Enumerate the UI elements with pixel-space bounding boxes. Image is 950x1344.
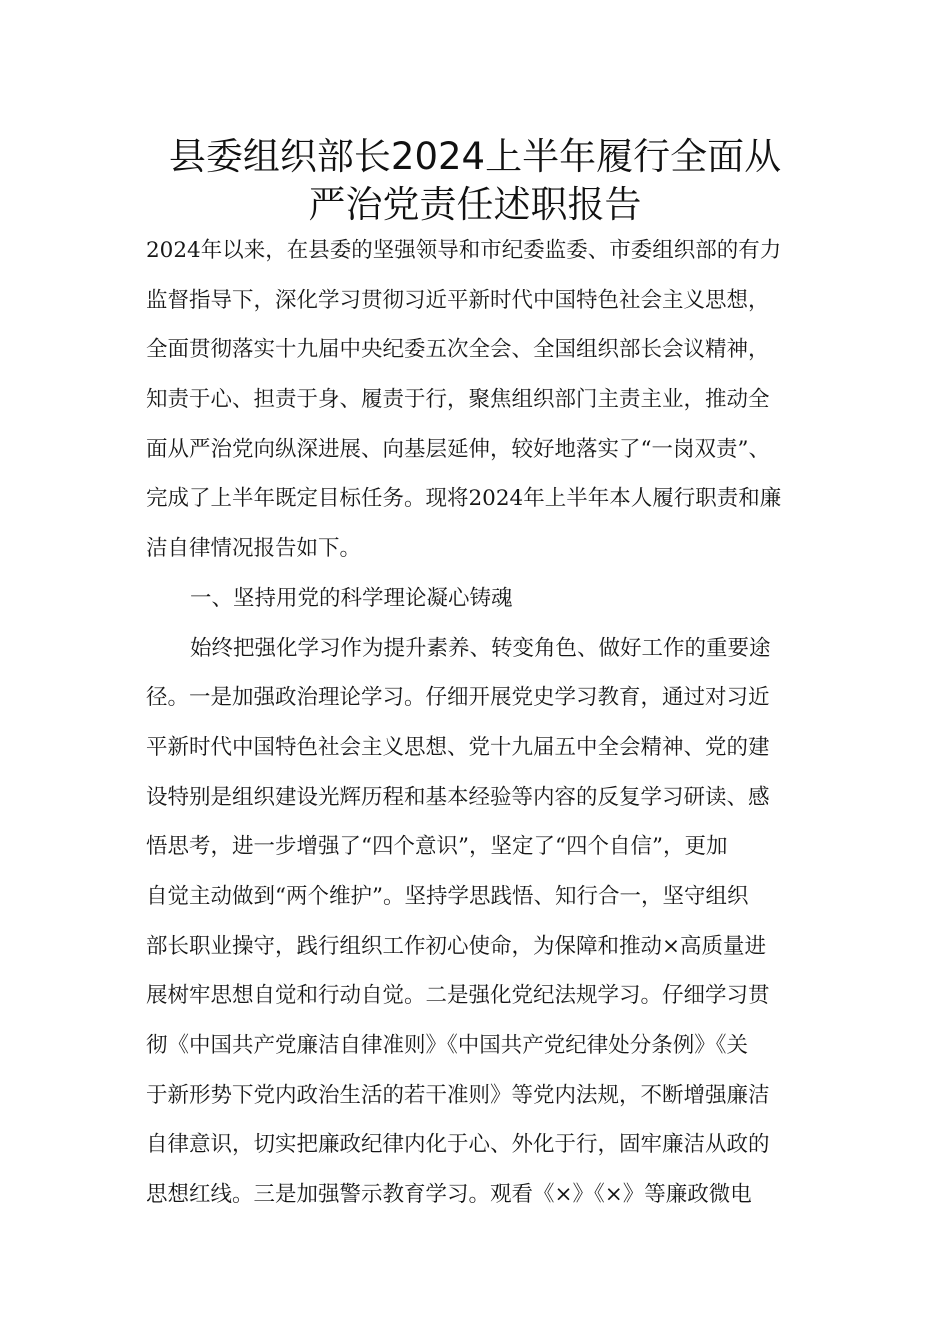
paragraph-line: 思想红线。三是加强警示教育学习。观看《×》《×》等廉政微电 [146,1182,752,1207]
paragraph-line: 彻《中国共产党廉洁自律准则》《中国共产党纪律处分条例》《关 [146,1033,749,1058]
paragraph-line: 平新时代中国特色社会主义思想、党十九届五中全会精神、党的建 [146,735,770,760]
paragraph-line: 展树牢思想自觉和行动自觉。二是强化党纪法规学习。仔细学习贯 [146,983,770,1008]
paragraph-line: 径。一是加强政治理论学习。仔细开展党史学习教育，通过对习近 [146,685,770,710]
paragraph-line: 2024年以来，在县委的坚强领导和市纪委监委、市委组织部的有力 [146,238,782,263]
paragraph-line: 监督指导下，深化学习贯彻习近平新时代中国特色社会主义思想， [146,288,770,313]
document-title-line-2: 严治党责任述职报告 [308,183,642,226]
paragraph-line: 全面贯彻落实十九届中央纪委五次全会、全国组织部长会议精神， [146,337,770,362]
paragraph-line: 部长职业操守，践行组织工作初心使命，为保障和推动×高质量进 [146,934,767,959]
paragraph-line: 面从严治党向纵深进展、向基层延伸，较好地落实了“一岗双责”、 [146,437,770,462]
section-heading: 一、坚持用党的科学理论凝心铸魂 [190,586,513,611]
paragraph-line: 悟思考，进一步增强了“四个意识”，坚定了“四个自信”，更加 [146,834,728,859]
paragraph-line: 自觉主动做到“两个维护”。坚持学思践悟、知行合一，坚守组织 [146,884,749,909]
paragraph-line: 自律意识，切实把廉政纪律内化于心、外化于行，固牢廉洁从政的 [146,1132,770,1157]
document-title-line-1: 县委组织部长2024上半年履行全面从 [168,135,782,178]
paragraph-line: 始终把强化学习作为提升素养、转变角色、做好工作的重要途 [190,636,771,661]
paragraph-line: 于新形势下党内政治生活的若干准则》等党内法规，不断增强廉洁 [146,1083,770,1108]
paragraph-line: 洁自律情况报告如下。 [146,536,362,561]
paragraph-line: 完成了上半年既定目标任务。现将2024年上半年本人履行职责和廉 [146,486,782,511]
paragraph-line: 知责于心、担责于身、履责于行，聚焦组织部门主责主业，推动全 [146,387,770,412]
paragraph-line: 设特别是组织建设光辉历程和基本经验等内容的反复学习研读、感 [146,785,770,810]
